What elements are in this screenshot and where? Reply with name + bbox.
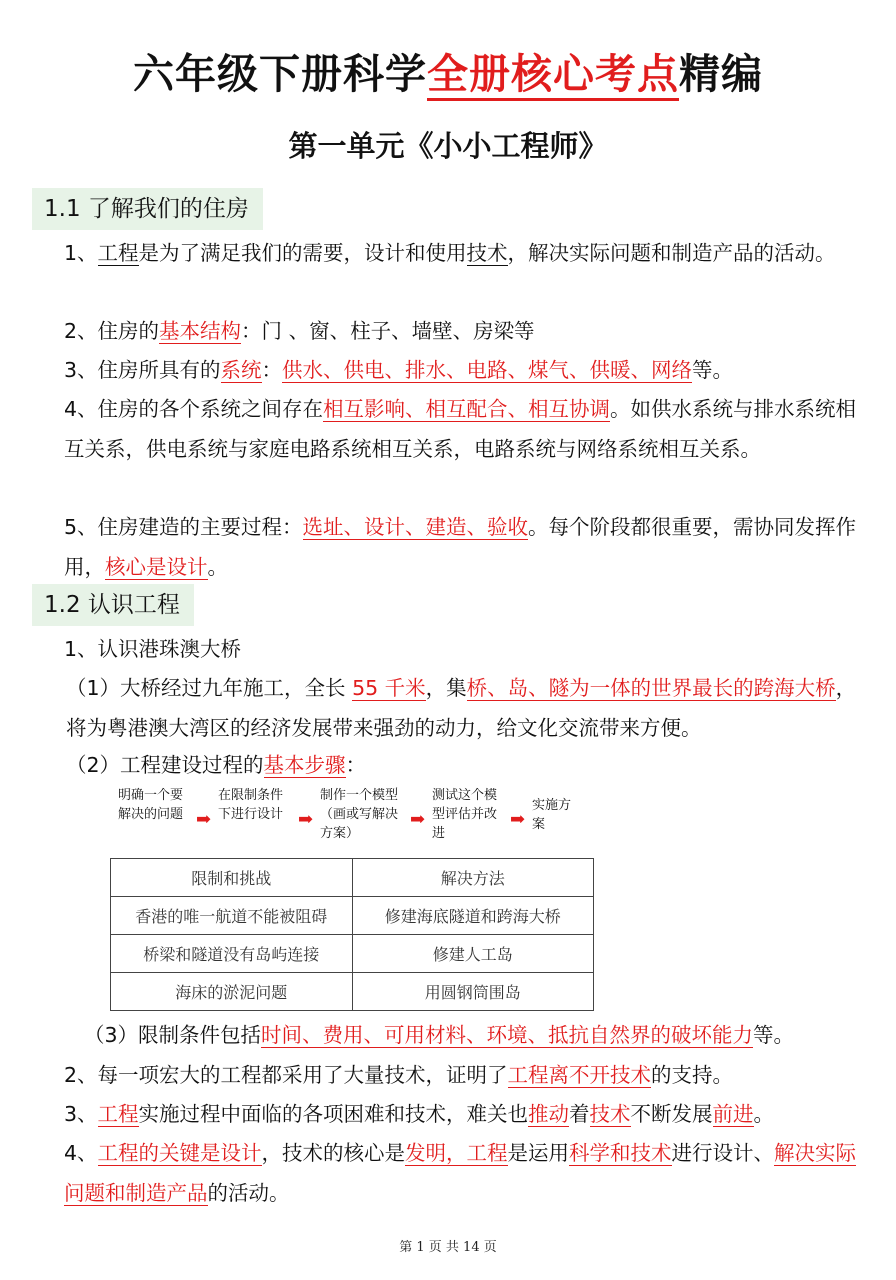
s1-item-5: 5、住房建造的主要过程：选址、设计、建造、验收。每个阶段都很重要，需协同发挥作用，核心是设计。 [64,515,857,579]
flow-step-5: 实施方案 [532,798,572,832]
s2-item-2: 2、每一项宏大的工程都采用了大量技术，证明了工程离不开技术的支持。 [64,1063,734,1087]
page-title: 六年级下册科学全册核心考点精编 [0,46,896,102]
page-footer: 第 1 页 共 14 页 [399,1240,497,1255]
table-row [111,897,594,935]
flow-arrow-icon: ➡ [298,809,314,830]
flow-arrow-icon: ➡ [196,809,212,830]
title-highlight: 全册核心考点 [427,50,679,101]
table-cell: 用圆钢筒围岛 [352,973,594,1011]
table-header-cell: 解决方法 [352,859,594,897]
s1-item-4: 4、住房的各个系统之间存在相互影响、相互配合、相互协调。如供水系统与排水系统相互关系，供电系统与家庭电路系统相互关系，电路系统与网络系统相互关系。 [64,397,857,461]
flow-arrow-icon: ➡ [510,809,526,830]
s1-item-3: 3、住房所具有的系统：供水、供电、排水、电路、煤气、供暖、网络等。 [64,358,734,382]
s2-item-1: 1、认识港珠澳大桥 [64,637,242,661]
table-cell: 修建海底隧道和跨海大桥 [352,897,594,935]
unit-title: 第一单元《小小工程师》 [288,129,608,163]
s1-item-2: 2、住房的基本结构：门 、窗、柱子、墙壁、房梁等 [64,319,535,343]
table-header-cell: 限制和挑战 [111,859,353,897]
flow-arrow-icon: ➡ [410,809,426,830]
challenges-table [110,858,594,1011]
s2-item-1-sub-2: （2）工程建设过程的基本步骤： [66,753,367,777]
flow-step-4: 测试这个模型评估并改进 [432,788,498,841]
s2-item-4: 4、工程的关键是设计，技术的核心是发明，工程是运用科学和技术进行设计、解决实际问题和制造产品的活动。 [64,1141,857,1205]
table-cell: 桥梁和隧道没有岛屿连接 [111,935,353,973]
table-cell: 修建人工岛 [352,935,594,973]
table-cell: 香港的唯一航道不能被阻碍 [111,897,353,935]
flow-step-3: 制作一个模型（画或写解决方案） [320,788,399,841]
table-row [111,935,594,973]
flow-step-1: 明确一个要解决的问题 [118,788,184,822]
s2-item-1-sub-3: （3）限制条件包括时间、费用、可用材料、环境、抵抗自然界的破坏能力等。 [84,1023,795,1047]
section-heading-1-2: 1.2 认识工程 [32,584,194,626]
table-cell: 海床的淤泥问题 [111,973,353,1011]
s2-item-1-sub-1: （1）大桥经过九年施工，全长 55 千米，集桥、岛、隧为一体的世界最长的跨海大桥，将为粤港澳大湾区的经济发展带来强劲的动力，给文化交流带来方便。 [66,676,857,740]
s2-item-3: 3、工程实施过程中面临的各项困难和技术，难关也推动着技术不断发展前进。 [64,1102,775,1126]
flow-step-2: 在限制条件下进行设计 [218,788,284,822]
table-row [111,973,594,1011]
process-flow [118,786,588,856]
section-heading-1-1: 1.1 了解我们的住房 [32,188,263,230]
s1-item-1: 1、工程是为了满足我们的需要，设计和使用技术，解决实际问题和制造产品的活动。 [64,241,836,265]
table-header-row [111,859,594,897]
